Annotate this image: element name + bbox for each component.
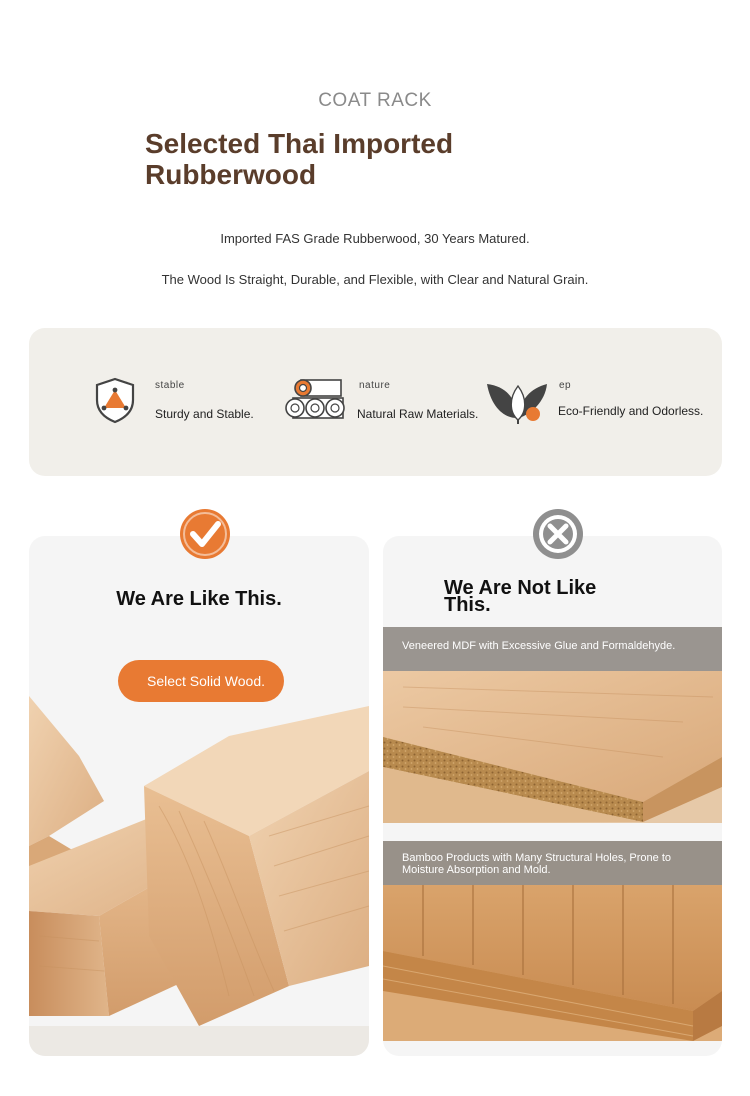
- feature-label: Eco-Friendly and Odorless.: [558, 404, 704, 418]
- logs-icon: [283, 376, 349, 429]
- card-good: [29, 536, 369, 1056]
- subtitle-1: Imported FAS Grade Rubberwood, 30 Years Matured.: [220, 231, 530, 246]
- good-heading: We Are Like This.: [116, 588, 282, 610]
- feature-ep: [489, 328, 722, 476]
- check-icon: [180, 509, 230, 559]
- feature-nature: [259, 328, 489, 476]
- shield-triangle-icon: [93, 376, 137, 429]
- feature-label: Sturdy and Stable.: [155, 407, 254, 421]
- feature-label: Natural Raw Materials.: [357, 407, 479, 421]
- subtitle-2: The Wood Is Straight, Durable, and Flexible, with Clear and Natural Grain.: [161, 272, 589, 287]
- bamboo-panel: [383, 841, 722, 1041]
- feature-small-label: stable: [155, 380, 185, 391]
- features-panel: [29, 328, 722, 476]
- mdf-panel: [383, 627, 722, 823]
- bamboo-caption: Bamboo Products with Many Structural Holes, Prone to Moisture Absorption and Mold.: [383, 841, 722, 885]
- eyebrow-label: COAT RACK: [318, 90, 432, 111]
- page-title: Selected Thai Imported Rubberwood: [145, 128, 454, 190]
- cross-icon: [533, 509, 583, 559]
- mdf-caption: Veneered MDF with Excessive Glue and Formaldehyde.: [383, 627, 722, 671]
- bad-heading: We Are Not Like This.: [444, 577, 597, 616]
- feature-small-label: nature: [359, 380, 391, 391]
- select-solid-wood-button[interactable]: Select Solid Wood.: [118, 660, 284, 702]
- feature-small-label: ep: [559, 380, 572, 391]
- solid-wood-image: [29, 696, 369, 1056]
- leaves-icon: [487, 378, 549, 429]
- feature-stable: [29, 328, 259, 476]
- card-bad: [383, 536, 722, 1056]
